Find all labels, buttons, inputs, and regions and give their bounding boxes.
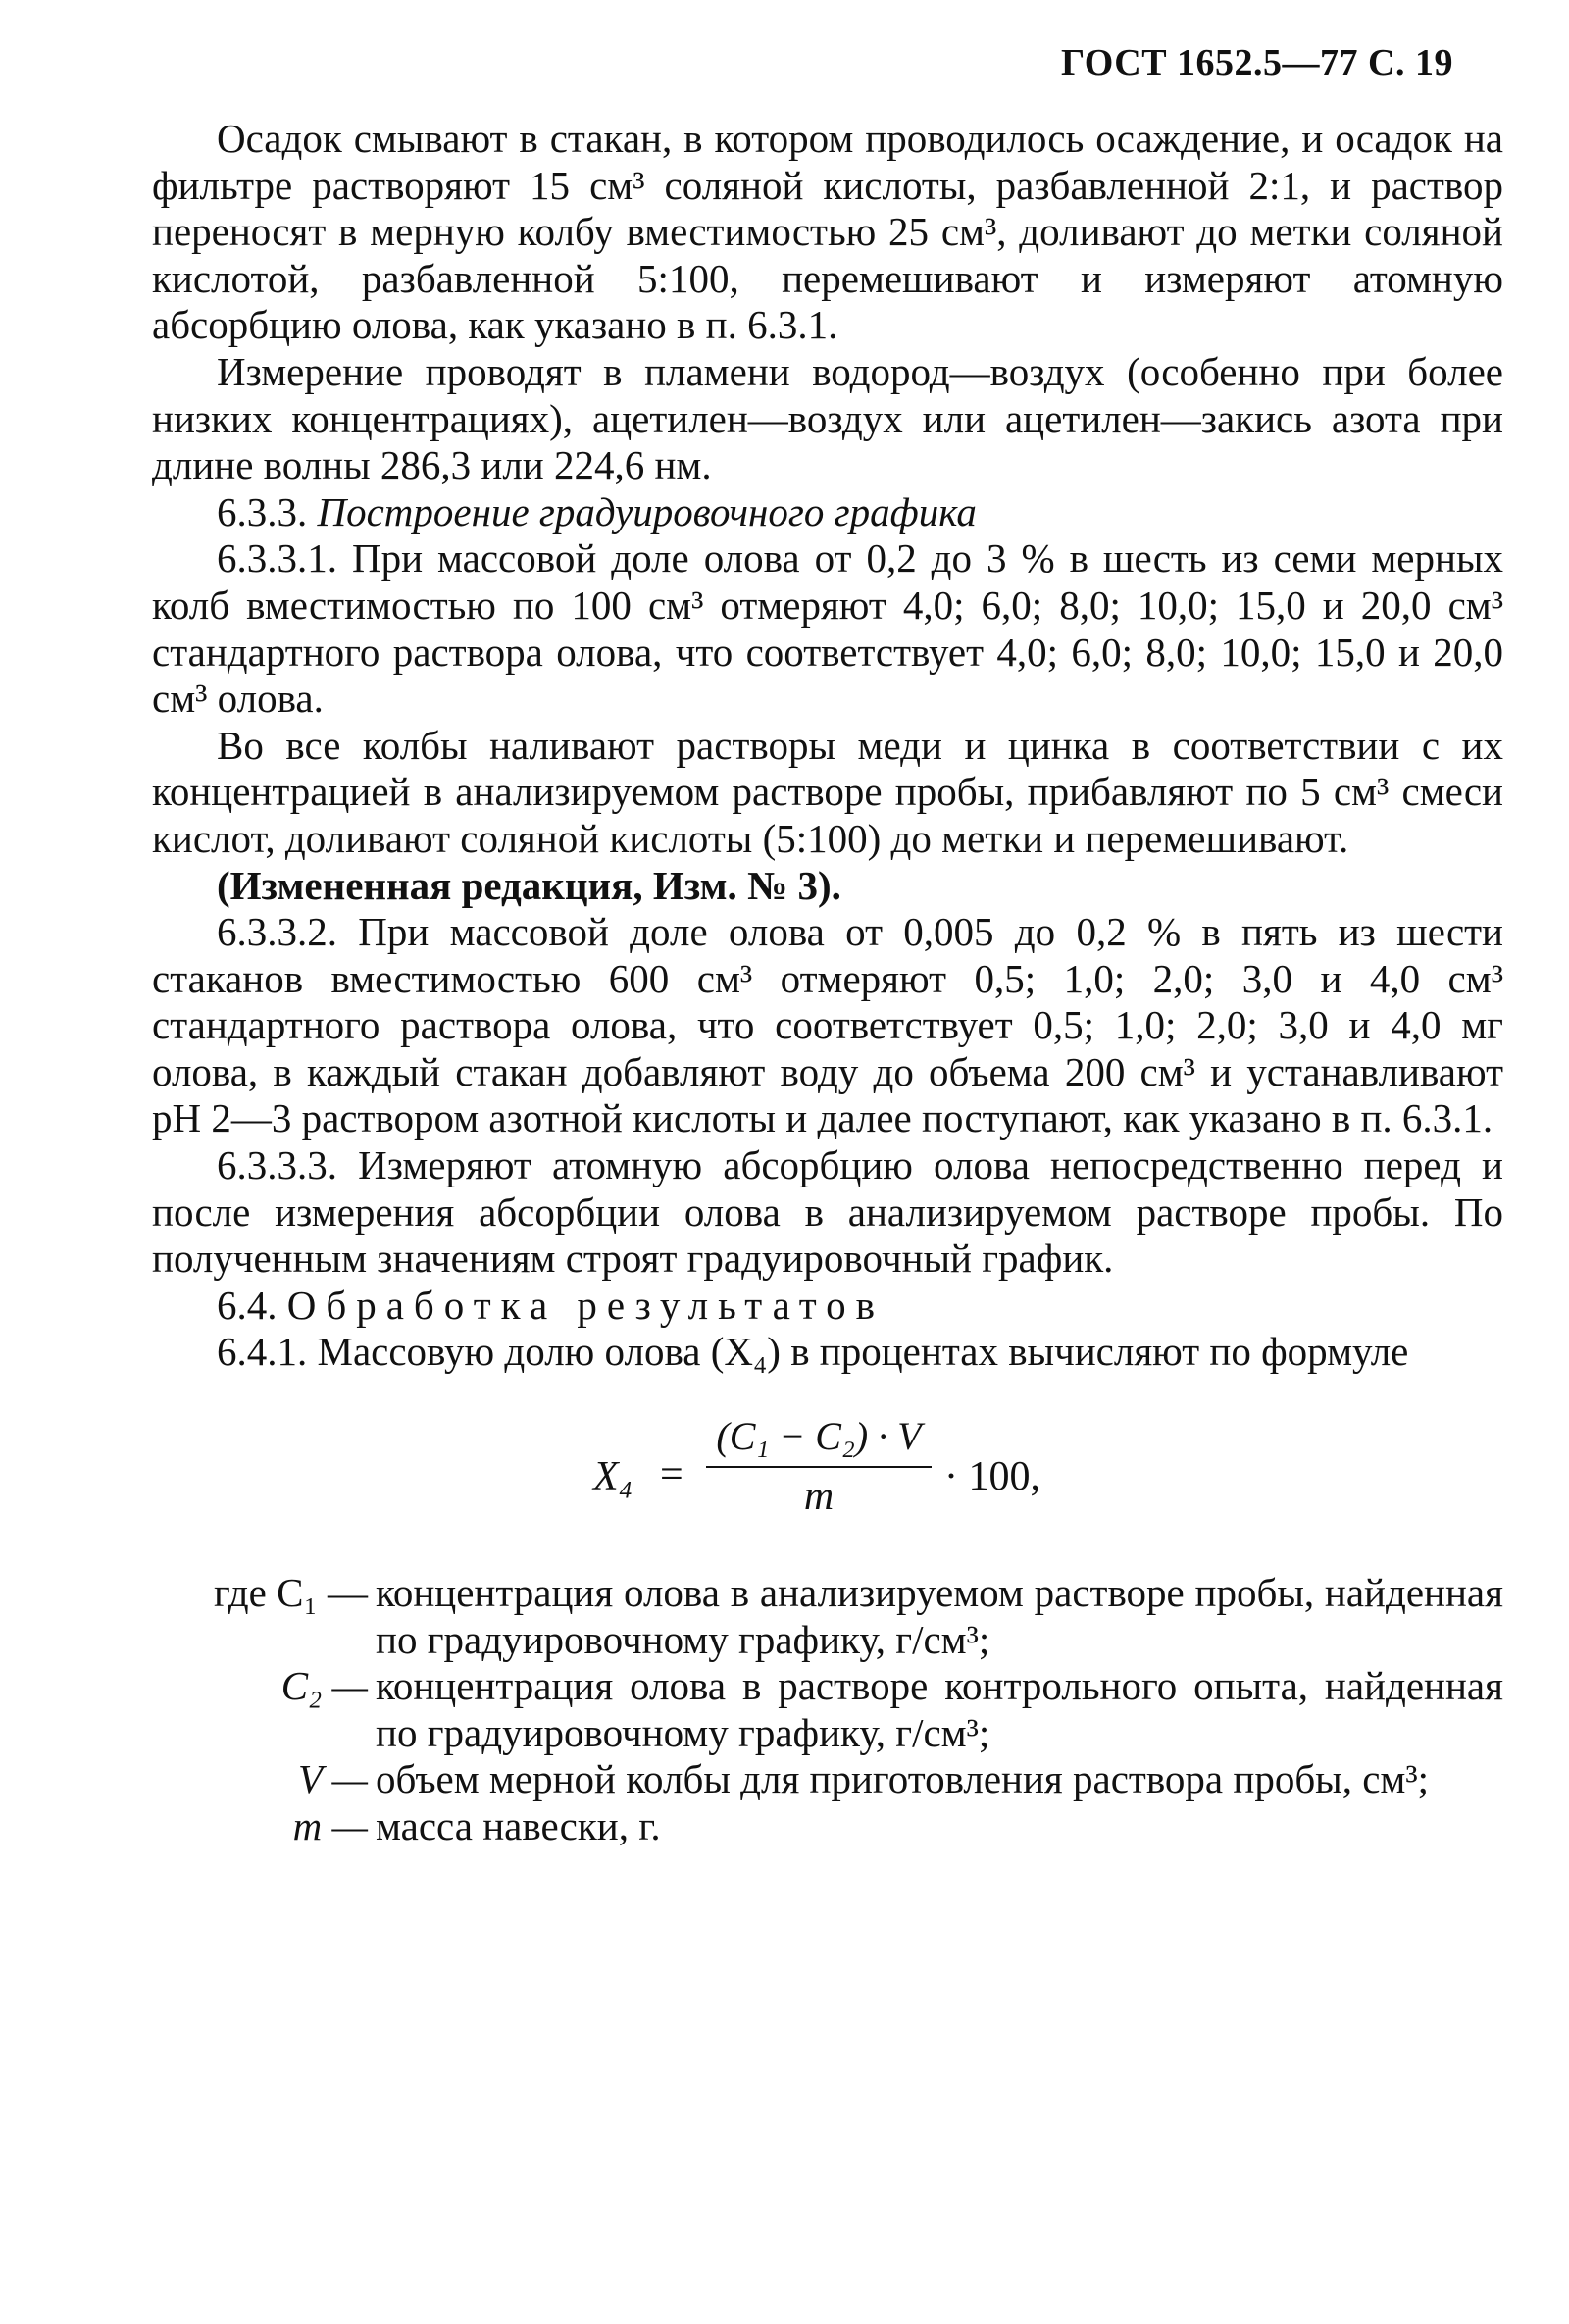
section-heading-results: [152, 1283, 1503, 1330]
section-number: 6.3.3.: [217, 488, 318, 534]
definition-symbol: где C₁ —: [214, 1570, 368, 1616]
paragraph-6-3-3-2: 6.3.3.2. При массовой доле олова от 0,005 до 0,2 % в пять из шести стаканов вместимостью 600 см³ отмеряют 0,5; 1,0; 2,0; 3,0 и 4,0 см³ стандартного раствора олова, что соответствует 0,5; 1,0; 2,0; 3,0 и 4,0 мг олова, в каждый стакан добавляют воду до объема 200 см³ и устанавливают рН 2—3 раствором азотной кислоты и далее поступают, как указано в п. 6.3.1.: [152, 909, 1503, 1141]
section-title: Обработка результатов: [286, 1282, 886, 1328]
formula-equals: =: [660, 1452, 683, 1498]
definition-c2: [152, 1663, 1503, 1756]
paragraph-copper-zinc: Во все колбы наливают растворы меди и цинка в соответствии с их концентрацией в анализируемом растворе пробы, прибавляют по 5 см³ смеси кислот, доливают соляной кислоты (5:100) до метки и перемешивают.: [152, 722, 1503, 861]
definition-text: концентрация олова в анализируемом растворе пробы, найденная по градуировочному графику, г/см³;: [376, 1570, 1503, 1662]
definition-symbol: C₂ —: [280, 1663, 368, 1709]
amendment-note: (Измененная редакция, Изм. № 3).: [217, 862, 841, 908]
fraction-bar: [706, 1466, 932, 1468]
formula-rhs: · 100,: [944, 1454, 1040, 1500]
definition-text: масса навески, г.: [376, 1803, 661, 1848]
definition-symbol: V —: [297, 1756, 368, 1802]
paragraph-flame-measurement: Измерение проводят в пламени водород—воздух (особенно при более низких концентрациях), ацетилен—воздух или ацетилен—закись азота при длине волны 286,3 или 224,6 нм.: [152, 348, 1503, 488]
formula-mass-fraction: [152, 1413, 1503, 1541]
definition-v: [152, 1756, 1503, 1803]
paragraph-sediment-wash: Осадок смывают в стакан, в котором проводилось осаждение, и осадок на фильтре растворяют 15 см³ соляной кислоты, разбавленной 2:1, и раствор переносят в мерную колбу вместимостью 25 см³, доливают до метки соляной кислотой, разбавленной 5:100, перемешивают и измеряют атомную абсорбцию олова, как указано в п. 6.3.1.: [152, 116, 1503, 348]
document-body: [152, 116, 1503, 1850]
formula-denominator: m: [803, 1474, 835, 1520]
paragraph-6-3-3-3: 6.3.3.3. Измеряют атомную абсорбцию олова непосредственно перед и после измерения абсорбции олова в анализируемом растворе пробы. По полученным значениям строят градуировочный график.: [152, 1142, 1503, 1282]
section-number: 6.4.: [217, 1282, 287, 1328]
definition-m: [152, 1803, 1503, 1850]
paragraph-6-3-3-1: 6.3.3.1. При массовой доле олова от 0,2 до 3 % в шесть из семи мерных колб вместимостью по 100 см³ отмеряют 4,0; 6,0; 8,0; 10,0; 15,0 и 20,0 см³ стандартного раствора олова, что соответствует 4,0; 6,0; 8,0; 10,0; 15,0 и 20,0 см³ олова.: [152, 535, 1503, 722]
page-header: ГОСТ 1652.5—77 С. 19: [1061, 42, 1453, 83]
section-title: Построение градуировочного графика: [317, 488, 977, 534]
formula-lhs: X₄: [593, 1454, 633, 1500]
paragraph-6-4-1: 6.4.1. Массовую долю олова (X₄) в процентах вычисляют по формуле: [217, 1329, 1409, 1375]
definition-text: концентрация олова в растворе контрольного опыта, найденная по градуировочному графику, г/см³;: [376, 1663, 1503, 1755]
definition-c1: [152, 1570, 1503, 1663]
section-heading-calibration: [152, 489, 1503, 536]
formula-numerator: (C₁ − C₂) · V: [716, 1414, 922, 1459]
definitions-list: [152, 1570, 1503, 1850]
definition-text: объем мерной колбы для приготовления раствора пробы, см³;: [376, 1756, 1430, 1802]
definition-symbol: m —: [292, 1803, 368, 1848]
